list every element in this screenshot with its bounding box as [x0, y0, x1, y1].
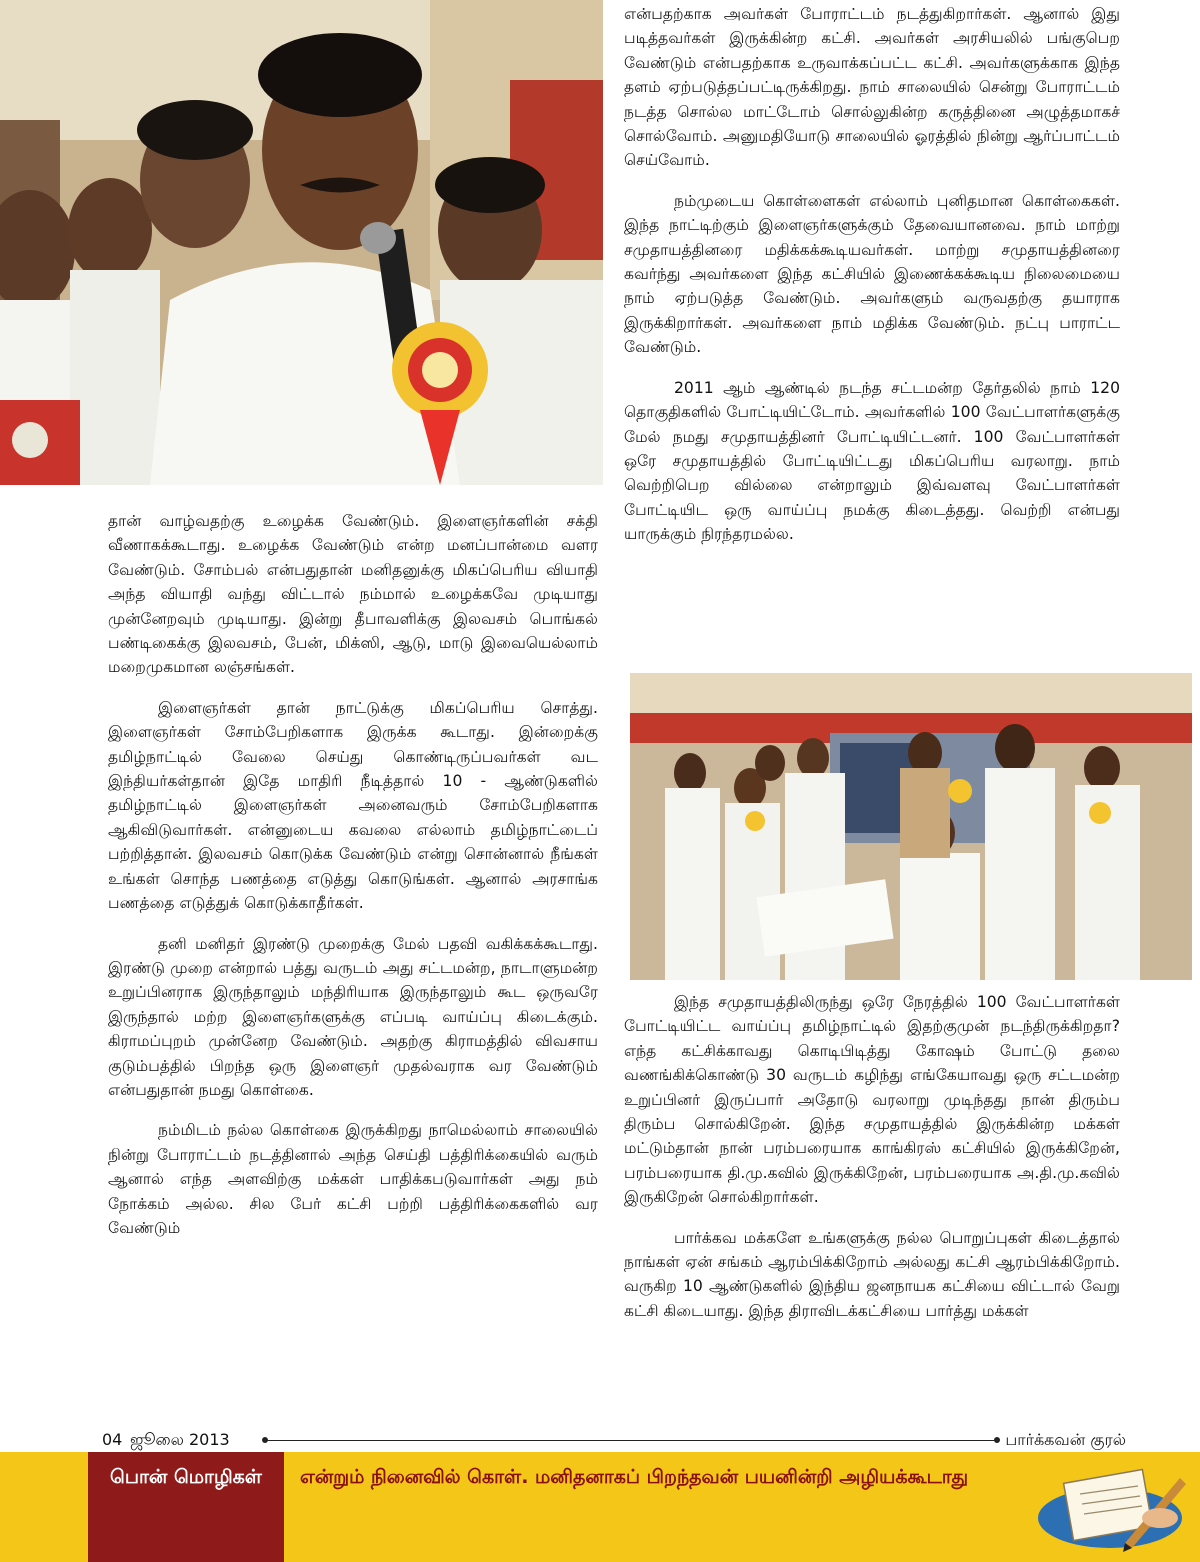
- article-column-right-bottom: [624, 990, 1120, 1339]
- photo-speaker-with-microphone: [0, 0, 603, 485]
- page-number: 04: [102, 1430, 123, 1449]
- quote-banner: [0, 1452, 1200, 1562]
- article-paragraph: இளைஞர்கள் தான் நாட்டுக்கு மிகப்பெரிய சொத்து. இளைஞர்கள் சோம்பேறிகளாக இருக்க கூடாது. இன்றைக்கு தமிழ்நாட்டில் வேலை செய்து கொண்டிருப்பவர்கள் வட இந்தியர்கள்தான் இதே மாதிரி நீடித்தால் 10 - ஆண்டுகளில் தமிழ்நாட்டில் இளைஞர்கள் அனைவரும் சோம்பேறிகளாக ஆகிவிடுவார்கள். என்னுடைய கவலை எல்லாம் தமிழ்நாட்டைப் பற்றித்தான். இலவசம் கொடுக்க வேண்டும் என்று சொன்னால் நீங்கள் உங்கள் சொந்த பணத்தை எடுத்து கொடுங்கள். ஆனால் அரசாங்க பணத்தை எடுத்துக் கொடுக்காதீர்கள்.: [108, 698, 598, 913]
- page-footer: [96, 1427, 1126, 1453]
- article-paragraph: என்பதற்காக அவர்கள் போராட்டம் நடத்துகிறார்கள். ஆனால் இது படித்தவர்கள் இருக்கின்ற கட்சி. அவர்கள் அரசியலில் பங்குபெற வேண்டும் என்பதற்காக உருவாக்கப்பட்ட கட்சி. அவர்களுக்காக இந்த தளம் ஏற்படுத்தப்பட்டிருக்கிறது. நாம் சாலையில் சென்று போராட்டம் நடத்த சொல்ல மாட்டோம் சொல்லுகின்ற கருத்தினை அழுத்தமாகச் சொல்வோம். அனுமதியோடு சாலையில் ஓரத்தில் நின்று ஆர்ப்பாட்டம் செய்வோம்.: [624, 5, 1120, 170]
- footer-divider: [264, 1440, 998, 1441]
- article-paragraph: பார்க்கவ மக்களே உங்களுக்கு நல்ல பொறுப்புகள் கிடைத்தால் நாங்கள் ஏன் சங்கம் ஆரம்பிக்கிறோம் அல்லது கட்சி ஆரம்பிக்கிறோம். வருகிற 10 ஆண்டுகளில் இந்திய ஜனநாயக கட்சியை விட்டால் வேறு கட்சி கிடையாது. இந்த திராவிடக்கட்சியை பார்த்து மக்கள்: [624, 1228, 1120, 1320]
- article-paragraph: நம்முடைய கொள்ளைகள் எல்லாம் புனிதமான கொள்கைகள். இந்த நாட்டிற்கும் இளைஞர்களுக்கும் தேவையானவை. நாம் மாற்று சமுதாயத்தினரை மதிக்கக்கூடியவர்கள். மாற்று சமுதாயத்தினரை கவர்ந்து அவர்களை இந்த கட்சியில் இணைக்கக்கூடிய நிலைமையை நாம் ஏற்படுத்த வேண்டும். அவர்களும் வருவதற்கு தயாராக இருக்கிறார்கள். அவர்களை நாம் மதிக்க வேண்டும். நட்பு பாராட்ட வேண்டும்.: [624, 191, 1120, 357]
- article-paragraph: இந்த சமுதாயத்திலிருந்து ஒரே நேரத்தில் 100 வேட்பாளர்கள் போட்டியிட்ட வாய்ப்பு தமிழ்நாட்டில் இதற்குமுன் நடந்திருக்கிறதா? எந்த கட்சிக்காவது கொடிபிடித்து கோஷம் போட்டு தலை வணங்கிக்கொண்டு 30 வருடம் கழிந்து எங்கேயாவது ஒரு சட்டமன்ற உறுப்பினர் இருப்பார் அதோடு வரலாறு முடிந்தது நான் திரும்ப திரும்ப சொல்கிறேன். இந்த சமுதாயத்தில் இருக்கின்ற மக்கள் மட்டும்தான் நான் பரம்பரையாக காங்கிரஸ் கட்சியில் இருக்கிறேன், பரம்பரையாக தி.மு.கவில் இருக்கிறேன், பரம்பரையாக அ.தி.மு.கவில் இருகிறேன் சொல்கிறார்கள்.: [624, 993, 1120, 1207]
- quill-pen-icon: [1030, 1458, 1190, 1558]
- quote-label: பொன் மொழிகள்: [110, 1466, 262, 1488]
- photo-group-ceremony: [630, 673, 1192, 980]
- article-column-left: [108, 509, 598, 1256]
- quote-text: என்றும் நினைவில் கொள். மனிதனாகப் பிறந்தவன் பயனின்றி அழியக்கூடாது: [300, 1466, 969, 1488]
- article-paragraph: தான் வாழ்வதற்கு உழைக்க வேண்டும். இளைஞர்களின் சக்தி வீணாகக்கூடாது. உழைக்க வேண்டும் என்ற மனப்பான்மை வளர வேண்டும். சோம்பல் என்பதுதான் மனிதனுக்கு மிகப்பெரிய வியாதி அந்த வியாதி வந்து விட்டால் நம்மால் உழைக்கவே முடியாது முன்னேறவும் முடியாது. இன்று தீபாவளிக்கு இலவசம் பொங்கல் பண்டிகைக்கு இலவசம், பேன், மிக்ஸி, ஆடு, மாடு இவையெல்லாம் மறைமுகமான லஞ்சங்கள்.: [108, 512, 598, 677]
- article-paragraph: தனி மனிதர் இரண்டு முறைக்கு மேல் பதவி வகிக்கக்கூடாது. இரண்டு முறை என்றால் பத்து வருடம் அது சட்டமன்ற, நாடாளுமன்ற உறுப்பினராக இருந்தாலும் மந்திரியாக இருந்தாலும் கூட ஒருவரே இருந்தால் மற்ற இளைஞர்களுக்கு எப்படி வாய்ப்பு கிடைக்கும். கிராமப்புறம் முன்னேற வேண்டும். அதற்கு கிராமத்தில் விவசாய குடும்பத்தில் பிறந்த ஒரு இளைஞர் முதல்வராக வர வேண்டும் என்பதுதான் நமது கொள்கை.: [108, 934, 598, 1099]
- magazine-name: பார்க்கவன் குரல்: [1005, 1430, 1126, 1449]
- article-paragraph: நம்மிடம் நல்ல கொள்கை இருக்கிறது நாமெல்லாம் சாலையில் நின்று போராட்டம் நடத்தினால் அந்த செய்தி பத்திரிக்கையில் வரும் ஆனால் எந்த அளவிற்கு மக்கள் பாதிக்கபடுவார்கள் அது நம் நோக்கம் அல்ல. சில பேர் கட்சி பற்றி பத்திரிக்கைகளில் வர வேண்டும்: [108, 1121, 598, 1237]
- issue-date: ஜூலை 2013: [130, 1430, 230, 1449]
- article-column-right-top: [624, 2, 1120, 563]
- article-paragraph: 2011 ஆம் ஆண்டில் நடந்த சட்டமன்ற தேர்தலில் நாம் 120 தொகுதிகளில் போட்டியிட்டோம். அவர்களில் 100 வேட்பாளர்களுக்கு மேல் நமது சமுதாயத்தினர் போட்டியிட்டனர். 100 வேட்பாளர்கள் ஒரே சமுதாயத்தில் போட்டியிட்டது மிகப்பெரிய வரலாறு. நாம் வெற்றிபெற வில்லை என்றாலும் இவ்வளவு வேட்பாளர்கள் போட்டியிட ஒரு வாய்ப்பு நமக்கு கிடைத்தது. வெற்றி என்பது யாருக்கும் நிரந்தரமல்ல.: [624, 378, 1120, 544]
- quote-label-box: [88, 1452, 284, 1562]
